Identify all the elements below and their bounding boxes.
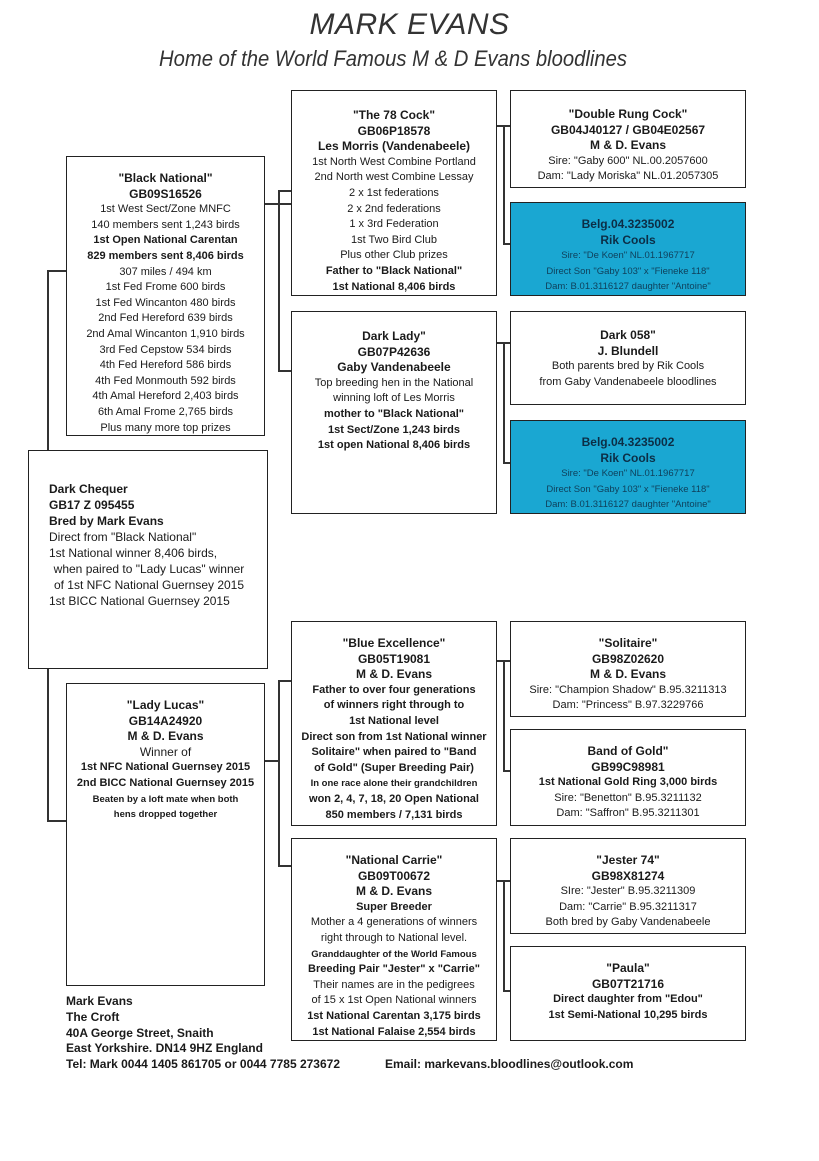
- breeder: M & D. Evans: [355, 884, 433, 899]
- address-line: 40A George Street, Snaith: [66, 1025, 214, 1040]
- card-line: Dam: B.01.3116127 daughter "Antoine": [545, 499, 711, 511]
- pigeon-card-rik-cools-1: [510, 202, 746, 296]
- pigeon-card-blue-excellence: [291, 621, 497, 826]
- contact-address: [66, 994, 340, 1073]
- card-line: 1st West Sect/Zone MNFC: [100, 203, 231, 216]
- card-line: Sire: "Benetton" B.95.3211132: [554, 791, 702, 804]
- breeder: M & D. Evans: [589, 138, 667, 153]
- card-line: In one race alone their grandchildren: [310, 778, 478, 790]
- card-line: 2 x 2nd federations: [347, 202, 441, 215]
- card-name: Dark Lady": [362, 329, 426, 343]
- card-line: Both parents bred by Rik Cools: [551, 360, 705, 373]
- card-line: 3rd Fed Cepstow 534 birds: [99, 343, 232, 356]
- card-line: Their names are in the pedigrees: [313, 978, 475, 991]
- card-line: 1st Sect/Zone 1,243 birds: [327, 423, 461, 436]
- card-line: 6th Amal Frome 2,765 birds: [97, 405, 234, 418]
- ring-number: GB09S16526: [129, 186, 202, 201]
- connector: [278, 865, 292, 867]
- card-line: Solitaire" when paired to "Band: [311, 746, 477, 759]
- card-line: Direct from "Black National": [49, 530, 197, 544]
- email: Email: markevans.bloodlines@outlook.com: [385, 1057, 634, 1071]
- card-line: 2nd Amal Wincanton 1,910 birds: [86, 327, 245, 340]
- pigeon-card-jester-74: [510, 838, 746, 934]
- card-line: 1st Fed Frome 600 birds: [105, 281, 226, 294]
- breeder: Les Morris (Vandenabeele): [317, 139, 471, 154]
- ring-number: GB17 Z 095455: [49, 498, 135, 512]
- breeder: M & D. Evans: [589, 667, 667, 682]
- contact-email: [385, 1057, 633, 1073]
- pigeon-card-rik-cools-2: [510, 420, 746, 514]
- pigeon-card-lady-lucas: [66, 683, 265, 986]
- card-name: "Solitaire": [598, 636, 658, 650]
- connector: [47, 668, 49, 820]
- card-line: 2 x 1st federations: [349, 186, 439, 199]
- card-line: Top breeding hen in the National: [314, 376, 474, 389]
- ring-number: GB07T21716: [591, 976, 665, 991]
- card-line: from Gaby Vandenabeele bloodlines: [539, 375, 717, 388]
- breeder: Rik Cools: [600, 450, 656, 465]
- ring-number: GB99C98981: [591, 759, 665, 774]
- card-line: Father to "Black National": [325, 264, 463, 277]
- card-line: Granddaughter of the World Famous: [311, 948, 477, 960]
- connector: [503, 243, 510, 245]
- card-line: Sire: "Gaby 600" NL.00.2057600: [548, 154, 708, 167]
- card-line: 2nd North west Combine Lessay: [314, 171, 474, 184]
- connector: [503, 880, 505, 990]
- card-line: 1st Fed Wincanton 480 birds: [95, 296, 236, 309]
- connector: [47, 820, 67, 822]
- card-line: of winners right through to: [323, 699, 465, 712]
- telephone: Tel: Mark 0044 1405 861705 or 0044 7785 273672: [66, 1057, 340, 1072]
- breeder: Bred by Mark Evans: [49, 514, 164, 528]
- card-line: of 1st NFC National Guernsey 2015: [53, 578, 245, 592]
- card-name: "National Carrie": [345, 853, 443, 867]
- ring-number: GB98Z02620: [591, 651, 665, 666]
- card-line: mother to "Black National": [323, 407, 464, 420]
- card-line: Direct daughter from "Edou": [553, 993, 703, 1006]
- card-line: 140 members sent 1,243 birds: [91, 218, 240, 231]
- card-line: 4th Fed Monmouth 592 birds: [95, 374, 236, 387]
- ring-number: GB07P42636: [357, 344, 431, 359]
- card-line: 2nd BICC National Guernsey 2015: [76, 776, 255, 789]
- card-name: "Black National": [118, 171, 213, 185]
- card-line: Direct son from 1st National winner: [301, 730, 487, 743]
- card-line: 1st National Gold Ring 3,000 birds: [538, 776, 718, 789]
- connector: [278, 680, 292, 682]
- pigeon-card-band-of-gold: [510, 729, 746, 826]
- card-line: Sire: "De Koen" NL.01.1967717: [561, 250, 695, 262]
- card-line: Sire: "Champion Shadow" B.95.3211313: [529, 683, 727, 696]
- card-name: "Blue Excellence": [342, 636, 446, 650]
- card-name: "Lady Lucas": [126, 698, 205, 712]
- card-line: 307 miles / 494 km: [119, 265, 212, 278]
- card-line: Dam: "Princess" B.97.3229766: [552, 699, 704, 712]
- card-line: 2nd Fed Hereford 639 birds: [98, 312, 233, 325]
- card-line: 1st open National 8,406 birds: [317, 439, 471, 452]
- connector: [503, 660, 505, 770]
- connector: [278, 680, 280, 865]
- card-line: Both bred by Gaby Vandenabeele: [545, 916, 711, 929]
- card-line: Plus other Club prizes: [340, 249, 448, 262]
- connector: [503, 462, 510, 464]
- card-line: SIre: "Jester" B.95.3211309: [560, 885, 696, 898]
- ring-number: GB05T19081: [357, 651, 431, 666]
- ring-number: GB14A24920: [128, 713, 203, 728]
- card-name: Dark 058": [600, 328, 656, 342]
- address-line: The Croft: [66, 1009, 120, 1024]
- card-line: Dam: "Saffron" B.95.3211301: [556, 807, 700, 820]
- page-subtitle: Home of the World Famous M & D Evans bloodlines: [159, 46, 627, 71]
- card-line: of Gold" (Super Breeding Pair): [314, 761, 474, 774]
- contact-name: Mark Evans: [66, 994, 133, 1008]
- breeder: J. Blundell: [597, 343, 659, 358]
- card-line: 1st National winner 8,406 birds,: [49, 546, 218, 560]
- card-line: Direct Son "Gaby 103" x "Fieneke 118": [546, 265, 710, 277]
- card-name: "Paula": [606, 961, 650, 975]
- card-line: Dam: B.01.3116127 daughter "Antoine": [545, 281, 711, 293]
- card-line: when paired to "Lady Lucas" winner: [53, 562, 245, 576]
- card-line: 1st BICC National Guernsey 2015: [49, 594, 230, 608]
- card-line: Mother a 4 generations of winners: [310, 916, 478, 929]
- card-line: Dam: "Carrie" B.95.3211317: [559, 900, 697, 913]
- breeder: Gaby Vandenabeele: [337, 360, 451, 375]
- card-line: 850 members / 7,131 birds: [325, 808, 463, 821]
- address-line: East Yorkshire. DN14 9HZ England: [66, 1041, 263, 1056]
- card-line: Dam: "Lady Moriska" NL.01.2057305: [537, 170, 719, 183]
- connector: [278, 190, 280, 370]
- connector: [47, 270, 49, 450]
- card-line: Winner of: [139, 744, 192, 759]
- card-line: 1st Two Bird Club: [350, 233, 437, 246]
- card-line: 1st Open National Carentan: [93, 234, 238, 247]
- card-name: Dark Chequer: [49, 482, 128, 496]
- ring-number: GB04J40127 / GB04E02567: [550, 122, 706, 137]
- ring-number: Belg.04.3235002: [581, 217, 675, 231]
- card-line: hens dropped together: [113, 809, 218, 821]
- page-title: MARK EVANS: [309, 8, 510, 41]
- connector: [503, 990, 510, 992]
- card-line: 1st National Carentan 3,175 birds: [307, 1009, 481, 1022]
- breeder: M & D. Evans: [355, 667, 433, 682]
- connector: [503, 125, 505, 243]
- card-name: Band of Gold": [587, 744, 669, 758]
- card-name: "Double Rung Cock": [568, 107, 688, 121]
- card-line: right through to National level.: [320, 931, 468, 944]
- pigeon-card-black-national: [66, 156, 265, 436]
- card-line: winning loft of Les Morris: [333, 392, 455, 405]
- card-line: Plus many more top prizes: [100, 421, 231, 434]
- card-line: 4th Amal Hereford 2,403 birds: [92, 390, 239, 403]
- card-line: of 15 x 1st Open National winners: [311, 994, 477, 1007]
- card-line: 1 x 3rd Federation: [349, 218, 439, 231]
- card-line: 1st National level: [349, 714, 439, 727]
- ring-number: GB98X81274: [591, 868, 665, 883]
- card-name: "The 78 Cock": [352, 108, 436, 122]
- connector: [503, 342, 505, 462]
- pigeon-card-double-rung-cock: [510, 90, 746, 188]
- ring-number: GB09T00672: [357, 868, 431, 883]
- card-line: Breeding Pair "Jester" x "Carrie": [308, 963, 480, 976]
- card-line: Father to over four generations: [312, 683, 476, 696]
- ring-number: GB06P18578: [357, 123, 431, 138]
- card-line: 829 members sent 8,406 birds: [87, 249, 244, 262]
- card-line: 1st Semi-National 10,295 birds: [548, 1008, 708, 1021]
- ring-number: Belg.04.3235002: [581, 435, 675, 449]
- pigeon-card-paula: [510, 946, 746, 1041]
- pigeon-card-solitaire: [510, 621, 746, 717]
- connector: [278, 190, 292, 192]
- card-name: "Jester 74": [596, 853, 660, 867]
- card-line: Direct Son "Gaby 103" x "Fieneke 118": [546, 483, 710, 495]
- card-line: Beaten by a loft mate when both: [92, 793, 239, 805]
- card-line: 1st National Falaise 2,554 birds: [312, 1025, 476, 1038]
- connector: [264, 760, 278, 762]
- breeder: M & D. Evans: [127, 729, 204, 744]
- card-line: 1st National 8,406 birds: [332, 280, 456, 293]
- card-line: 4th Fed Hereford 586 birds: [99, 359, 232, 372]
- card-line: 1st North West Combine Portland: [312, 155, 476, 168]
- connector: [503, 770, 510, 772]
- pigeon-card-dark-058: [510, 311, 746, 405]
- pigeon-card-dark-chequer: [28, 450, 268, 669]
- card-line: won 2, 4, 7, 18, 20 Open National: [309, 792, 479, 805]
- pigeon-card-dark-lady: [291, 311, 497, 514]
- connector: [278, 370, 292, 372]
- card-line: 1st NFC National Guernsey 2015: [80, 761, 251, 774]
- pigeon-card-78-cock: [291, 90, 497, 296]
- breeder: Rik Cools: [600, 232, 656, 247]
- card-line: Super Breeder: [356, 900, 432, 913]
- card-line: Sire: "De Koen" NL.01.1967717: [561, 468, 695, 480]
- connector: [47, 270, 67, 272]
